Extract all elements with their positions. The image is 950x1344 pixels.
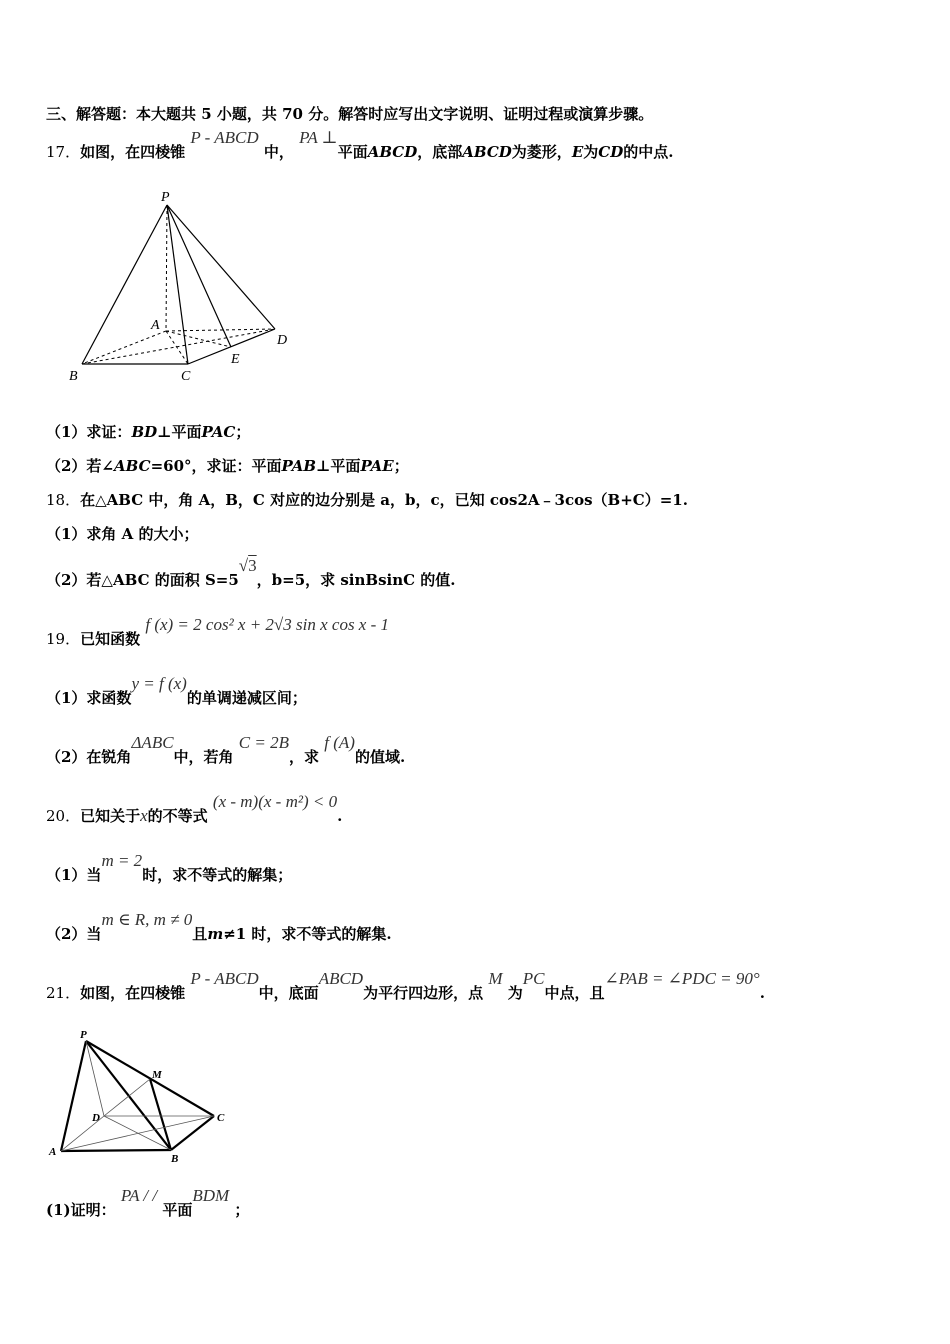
label-p: P: [161, 190, 170, 205]
q20-math-condition: m ∈ R, m ≠ 0: [101, 910, 193, 929]
q18-number: 18．: [46, 491, 81, 509]
segment-dm: [104, 1079, 150, 1116]
edge-pb: [82, 205, 167, 364]
q19-math-c2b: C = 2B: [238, 733, 289, 752]
q21-part1: (1)证明： PA / / 平面BDM ；: [46, 1186, 250, 1219]
q19-math-triangle: ΔABC: [131, 733, 174, 752]
q20-math-m2: m = 2: [101, 851, 143, 870]
label-c: C: [217, 1112, 225, 1124]
q21-math-base: ABCD: [318, 969, 364, 988]
q21-math-pc: PC: [522, 969, 545, 988]
label-b: B: [171, 1153, 179, 1165]
q17-part1: （1）求证：BD⊥平面PAC；: [46, 423, 251, 441]
q19-number: 19．: [46, 630, 81, 648]
diag-db: [104, 1116, 171, 1150]
q17-part2: （2）若∠ABC=60°，求证：平面PAB⊥平面PAE；: [46, 457, 409, 475]
label-a: A: [49, 1146, 57, 1158]
q17-stem: 17．如图，在四棱锥 P - ABCD 中， PA ⊥平面ABCD，底部ABCD为菱形，E为CD的中点.: [46, 128, 674, 161]
q21-math-pyramid: P - ABCD: [190, 969, 259, 988]
edge-ad: [166, 329, 275, 331]
q18-part2: （2）若△ABC 的面积 S=5√3，b=5，求 sinBsinC 的值.: [46, 556, 456, 589]
q20-stem: 20．已知关于x的不等式 (x - m)(x - m²) < 0.: [46, 792, 343, 825]
q19-math-y: y = f (x): [131, 674, 187, 693]
label-c: C: [181, 369, 191, 384]
q21-pyramid-figure: [40, 1025, 240, 1170]
label-b: B: [69, 369, 78, 384]
q17-number: 17．: [46, 143, 81, 161]
q21-number: 21．: [46, 984, 81, 1002]
edge-pd: [167, 205, 275, 329]
label-p: P: [80, 1029, 87, 1041]
q21-stem: 21．如图，在四棱锥 P - ABCD中，底面ABCD为平行四边形，点 M 为PC中点，且∠PAB = ∠PDC = 90°.: [46, 969, 765, 1002]
q19-part2: （2）在锐角ΔABC中，若角 C = 2B，求 f (A)的值域.: [46, 733, 406, 766]
label-a: A: [151, 318, 160, 333]
q18-stem: 18．在△ABC 中，角 A，B，C 对应的边分别是 a，b，c，已知 cos2A﹣3cos（B+C）=1.: [46, 491, 688, 509]
q21-math-bdm: BDM: [192, 1186, 230, 1205]
edge-pa: [166, 205, 167, 331]
edge-pa: [61, 1041, 86, 1151]
label-m: M: [152, 1069, 162, 1081]
q20-part2: （2）当m ∈ R, m ≠ 0且m≠1 时，求不等式的解集.: [46, 910, 392, 943]
q19-function-formula: f (x) = 2 cos² x + 2√3 sin x cos x - 1: [145, 615, 390, 634]
q20-part1: （1）当m = 2时，求不等式的解集；: [46, 851, 293, 884]
q19-part1: （1）求函数y = f (x)的单调递减区间；: [46, 674, 307, 707]
q21-math-pa-parallel: PA / /: [120, 1186, 158, 1205]
q21-math-m: M: [488, 969, 503, 988]
edge-ab: [61, 1150, 171, 1151]
label-d: D: [277, 333, 288, 348]
label-e: E: [231, 352, 240, 367]
q17-pyramid-figure: [60, 185, 300, 390]
section-header: 三、解答题：本大题共 5 小题，共 70 分。解答时应写出文字说明、证明过程或演算步骤。: [46, 105, 654, 123]
edge-ab: [82, 331, 166, 364]
segment-ae: [166, 331, 231, 347]
q19-stem: 19．已知函数 f (x) = 2 cos² x + 2√3 sin x cos x - 1: [46, 615, 390, 648]
q19-math-fa: f (A): [324, 733, 355, 752]
edge-pc: [86, 1041, 214, 1116]
q17-math-pa-perp: PA ⊥: [299, 128, 338, 147]
q18-part1: （1）求角 A 的大小；: [46, 525, 199, 543]
q21-math-angles: ∠PAB = ∠PDC = 90°: [604, 969, 760, 988]
q20-inequality: (x - m)(x - m²) < 0: [212, 792, 338, 811]
q20-number: 20．: [46, 807, 81, 825]
q18-sqrt: √3: [238, 556, 257, 575]
label-d: D: [92, 1112, 100, 1124]
q17-math-pyramid: P - ABCD: [190, 128, 259, 147]
